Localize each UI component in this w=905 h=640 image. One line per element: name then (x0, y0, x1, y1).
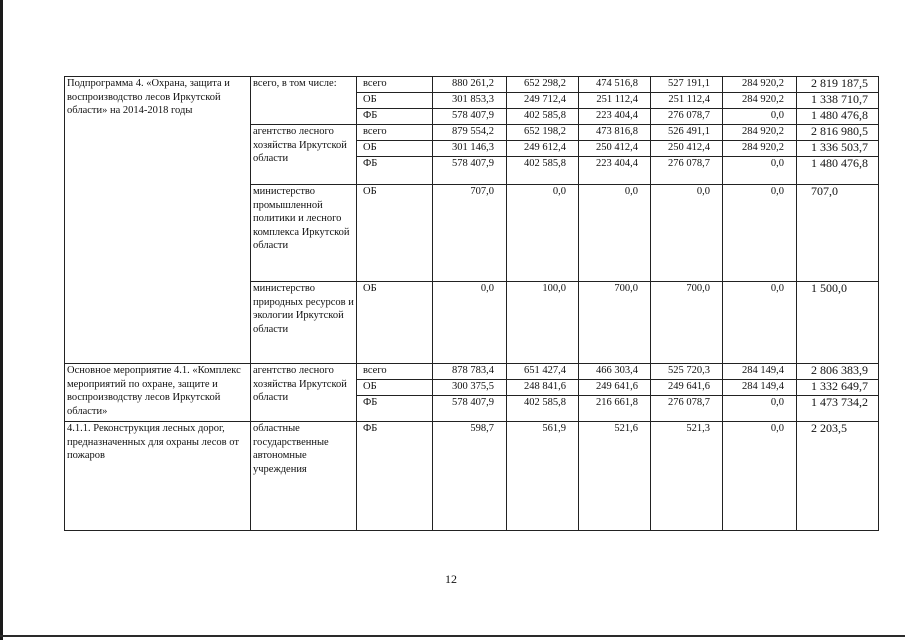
value-cell: 578 407,9 (433, 157, 507, 185)
value-cell: 2 203,5 (797, 422, 879, 531)
value-cell: 284 149,4 (723, 364, 797, 380)
value-cell: 707,0 (433, 185, 507, 282)
value-cell: 1 480 476,8 (797, 157, 879, 185)
executor-cell: агентство лесного хозяйства Иркутской области (251, 125, 357, 185)
value-cell: 1 332 649,7 (797, 380, 879, 396)
value-cell: 525 720,3 (651, 364, 723, 380)
value-cell: 598,7 (433, 422, 507, 531)
value-cell: 0,0 (723, 282, 797, 364)
funding-source-cell: ОБ (357, 380, 433, 396)
value-cell: 276 078,7 (651, 396, 723, 422)
value-cell: 466 303,4 (579, 364, 651, 380)
funding-source-cell: ОБ (357, 185, 433, 282)
table-row (65, 422, 879, 531)
funding-source-cell: ОБ (357, 141, 433, 157)
table-row (65, 77, 879, 93)
executor-cell: министерство природных ресурсов и экологии Иркутской области (251, 282, 357, 364)
value-cell: 1 336 503,7 (797, 141, 879, 157)
value-cell: 1 500,0 (797, 282, 879, 364)
value-cell: 276 078,7 (651, 109, 723, 125)
value-cell: 521,6 (579, 422, 651, 531)
value-cell: 473 816,8 (579, 125, 651, 141)
value-cell: 526 491,1 (651, 125, 723, 141)
value-cell: 402 585,8 (507, 109, 579, 125)
page-number: 12 (445, 572, 457, 586)
scan-bottom-edge (0, 635, 905, 637)
funding-source-cell: ФБ (357, 109, 433, 125)
value-cell: 249 641,6 (579, 380, 651, 396)
value-cell: 474 516,8 (579, 77, 651, 93)
value-cell: 880 261,2 (433, 77, 507, 93)
funding-source-cell: ОБ (357, 93, 433, 109)
value-cell: 223 404,4 (579, 157, 651, 185)
value-cell: 0,0 (433, 282, 507, 364)
value-cell: 0,0 (723, 396, 797, 422)
value-cell: 402 585,8 (507, 157, 579, 185)
value-cell: 700,0 (579, 282, 651, 364)
value-cell: 2 816 980,5 (797, 125, 879, 141)
funding-source-cell: ФБ (357, 157, 433, 185)
funding-source-cell: всего (357, 77, 433, 93)
value-cell: 578 407,9 (433, 109, 507, 125)
value-cell: 707,0 (797, 185, 879, 282)
value-cell: 879 554,2 (433, 125, 507, 141)
value-cell: 0,0 (723, 157, 797, 185)
value-cell: 0,0 (651, 185, 723, 282)
value-cell: 284 920,2 (723, 141, 797, 157)
funding-source-cell: ФБ (357, 422, 433, 531)
value-cell: 700,0 (651, 282, 723, 364)
value-cell: 284 920,2 (723, 93, 797, 109)
value-cell: 250 412,4 (651, 141, 723, 157)
value-cell: 0,0 (723, 422, 797, 531)
value-cell: 878 783,4 (433, 364, 507, 380)
budget-table (64, 76, 879, 531)
table-row (65, 364, 879, 380)
executor-cell: министерство промышленной политики и лесного комплекса Иркутской области (251, 185, 357, 282)
value-cell: 0,0 (723, 185, 797, 282)
value-cell: 284 149,4 (723, 380, 797, 396)
value-cell: 300 375,5 (433, 380, 507, 396)
value-cell: 2 819 187,5 (797, 77, 879, 93)
funding-source-cell: ОБ (357, 282, 433, 364)
executor-cell: агентство лесного хозяйства Иркутской области (251, 364, 357, 422)
value-cell: 1 338 710,7 (797, 93, 879, 109)
executor-cell: всего, в том числе: (251, 77, 357, 125)
value-cell: 578 407,9 (433, 396, 507, 422)
program-title-cell: Подпрограмма 4. «Охрана, защита и воспроизводство лесов Иркутской области» на 2014-2018 годы (65, 77, 251, 364)
value-cell: 249 712,4 (507, 93, 579, 109)
value-cell: 301 853,3 (433, 93, 507, 109)
table-body (65, 77, 879, 531)
value-cell: 561,9 (507, 422, 579, 531)
value-cell: 284 920,2 (723, 77, 797, 93)
subactivity-title-cell: 4.1.1. Реконструкция лесных дорог, предназначенных для охраны лесов от пожаров (65, 422, 251, 531)
activity-title-cell: Основное мероприятие 4.1. «Комплекс мероприятий по охране, защите и воспроизводству лесов Иркутской области» (65, 364, 251, 422)
value-cell: 216 661,8 (579, 396, 651, 422)
value-cell: 527 191,1 (651, 77, 723, 93)
executor-cell: областные государственные автономные учреждения (251, 422, 357, 531)
value-cell: 2 806 383,9 (797, 364, 879, 380)
value-cell: 1 473 734,2 (797, 396, 879, 422)
value-cell: 284 920,2 (723, 125, 797, 141)
value-cell: 248 841,6 (507, 380, 579, 396)
value-cell: 301 146,3 (433, 141, 507, 157)
value-cell: 0,0 (507, 185, 579, 282)
funding-source-cell: всего (357, 125, 433, 141)
funding-source-cell: всего (357, 364, 433, 380)
funding-source-cell: ФБ (357, 396, 433, 422)
value-cell: 251 112,4 (651, 93, 723, 109)
value-cell: 249 641,6 (651, 380, 723, 396)
value-cell: 100,0 (507, 282, 579, 364)
value-cell: 402 585,8 (507, 396, 579, 422)
value-cell: 652 298,2 (507, 77, 579, 93)
value-cell: 276 078,7 (651, 157, 723, 185)
value-cell: 0,0 (579, 185, 651, 282)
value-cell: 1 480 476,8 (797, 109, 879, 125)
value-cell: 250 412,4 (579, 141, 651, 157)
value-cell: 652 198,2 (507, 125, 579, 141)
value-cell: 0,0 (723, 109, 797, 125)
value-cell: 521,3 (651, 422, 723, 531)
value-cell: 651 427,4 (507, 364, 579, 380)
value-cell: 223 404,4 (579, 109, 651, 125)
scan-left-edge (0, 0, 3, 640)
value-cell: 251 112,4 (579, 93, 651, 109)
value-cell: 249 612,4 (507, 141, 579, 157)
